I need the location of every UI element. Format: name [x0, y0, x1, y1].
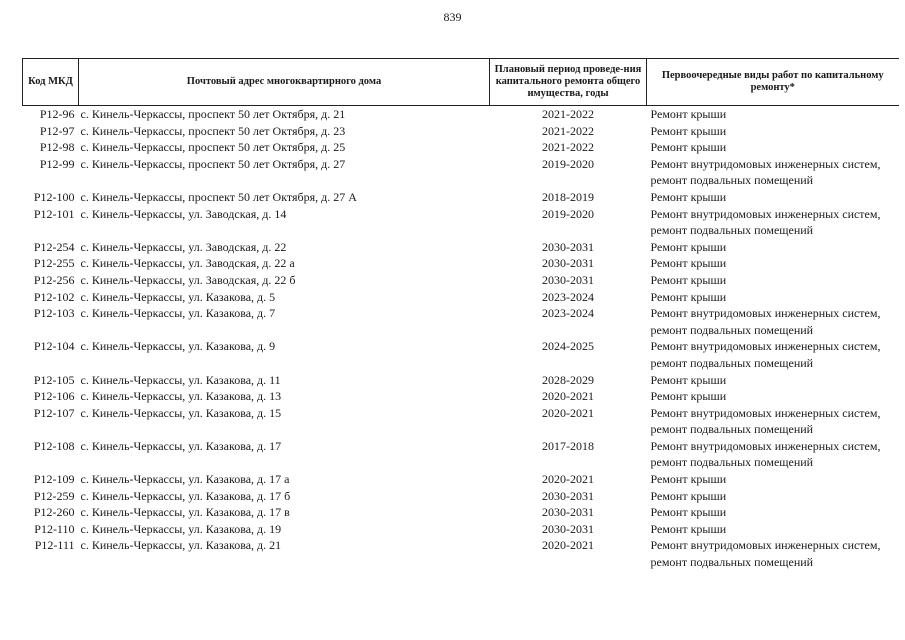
- cell-work: [647, 537, 899, 570]
- header-row: [23, 59, 899, 106]
- cell-address: с. Кинель-Черкассы, ул. Казакова, д. 9: [80, 339, 276, 354]
- header-address: Почтовый адрес многоквартирного дома: [79, 59, 490, 106]
- work-line: ремонт подвальных помещений: [650, 555, 814, 570]
- cell-address: с. Кинель-Черкассы, проспект 50 лет Октября, д. 27: [80, 156, 346, 171]
- cell-work: [647, 139, 899, 156]
- cell-work: [647, 521, 899, 538]
- cell-address: с. Кинель-Черкассы, ул. Заводская, д. 14: [80, 206, 287, 221]
- table-row: [23, 504, 899, 521]
- table-row: [23, 272, 899, 289]
- table-row: [23, 488, 899, 505]
- cell-code: P12-97: [39, 123, 75, 138]
- cell-period: 2019-2020: [542, 156, 594, 171]
- cell-code: P12-105: [33, 372, 75, 387]
- cell-code: P12-109: [33, 472, 75, 487]
- cell-code: P12-110: [34, 521, 75, 536]
- table-header: [23, 59, 899, 106]
- work-line: Ремонт внутридомовых инженерных систем,: [650, 206, 881, 221]
- work-line: ремонт подвальных помещений: [650, 355, 814, 370]
- table-row: [23, 372, 899, 389]
- work-line: Ремонт крыши: [650, 389, 727, 404]
- cell-code: P12-102: [33, 289, 75, 304]
- work-line: ремонт подвальных помещений: [650, 223, 814, 238]
- cell-period: 2020-2021: [542, 472, 594, 487]
- cell-work: [647, 189, 899, 206]
- work-line: Ремонт внутридомовых инженерных систем,: [650, 405, 881, 420]
- cell-address: с. Кинель-Черкассы, ул. Заводская, д. 22 б: [80, 272, 296, 287]
- cell-period: 2030-2031: [542, 488, 594, 503]
- work-line: Ремонт крыши: [650, 140, 727, 155]
- cell-address: с. Кинель-Черкассы, ул. Казакова, д. 5: [80, 289, 276, 304]
- work-line: Ремонт крыши: [650, 488, 727, 503]
- cell-code: P12-106: [33, 389, 75, 404]
- cell-address: с. Кинель-Черкассы, ул. Казакова, д. 15: [80, 405, 282, 420]
- cell-period: 2030-2031: [542, 272, 594, 287]
- work-line: Ремонт крыши: [650, 239, 727, 254]
- work-line: ремонт подвальных помещений: [650, 322, 814, 337]
- cell-period: 2020-2021: [542, 405, 594, 420]
- work-line: Ремонт крыши: [650, 256, 727, 271]
- table-row: [23, 255, 899, 272]
- cell-address: с. Кинель-Черкассы, ул. Казакова, д. 17 в: [80, 505, 290, 520]
- cell-work: [647, 289, 899, 306]
- table-row: [23, 139, 899, 156]
- work-line: Ремонт крыши: [650, 107, 727, 121]
- cell-code: P12-101: [33, 206, 75, 221]
- cell-work: [647, 255, 899, 272]
- work-line: Ремонт крыши: [650, 272, 727, 287]
- table-row: [23, 206, 899, 239]
- cell-code: P12-98: [39, 140, 75, 155]
- work-line: Ремонт крыши: [650, 505, 727, 520]
- cell-period: 2019-2020: [542, 206, 594, 221]
- cell-work: [647, 488, 899, 505]
- table-row: [23, 305, 899, 338]
- cell-work: [647, 388, 899, 405]
- table-row: [23, 521, 899, 538]
- work-line: Ремонт внутридомовых инженерных систем,: [650, 306, 881, 321]
- table-row: [23, 106, 899, 123]
- work-line: Ремонт крыши: [650, 123, 727, 138]
- cell-code: P12-259: [33, 488, 75, 503]
- capital-repair-table: [22, 58, 899, 571]
- cell-period: 2030-2031: [542, 521, 594, 536]
- cell-address: с. Кинель-Черкассы, ул. Казакова, д. 7: [80, 306, 276, 321]
- cell-work: [647, 338, 899, 371]
- cell-code: P12-260: [33, 505, 75, 520]
- cell-address: с. Кинель-Черкассы, проспект 50 лет Октября, д. 21: [80, 107, 346, 121]
- work-line: Ремонт крыши: [650, 372, 727, 387]
- work-line: ремонт подвальных помещений: [650, 455, 814, 470]
- table-row: [23, 123, 899, 140]
- cell-period: 2020-2021: [542, 538, 594, 553]
- cell-address: с. Кинель-Черкассы, ул. Казакова, д. 17 а: [80, 472, 290, 487]
- work-line: Ремонт внутридомовых инженерных систем,: [650, 156, 881, 171]
- cell-code: P12-255: [33, 256, 75, 271]
- cell-code: P12-103: [33, 306, 75, 321]
- cell-address: с. Кинель-Черкассы, ул. Казакова, д. 21: [80, 538, 282, 553]
- cell-address: с. Кинель-Черкассы, ул. Казакова, д. 19: [80, 521, 282, 536]
- cell-address: с. Кинель-Черкассы, ул. Казакова, д. 13: [80, 389, 282, 404]
- work-line: Ремонт внутридомовых инженерных систем,: [650, 438, 881, 453]
- table-row: [23, 471, 899, 488]
- work-line: Ремонт крыши: [650, 189, 727, 204]
- table-row: [23, 289, 899, 306]
- table-row: [23, 239, 899, 256]
- cell-work: [647, 405, 899, 438]
- cell-work: [647, 305, 899, 338]
- cell-code: P12-107: [33, 405, 75, 420]
- cell-work: [647, 156, 899, 189]
- cell-work: [647, 272, 899, 289]
- cell-period: 2017-2018: [542, 438, 594, 453]
- cell-code: P12-111: [34, 538, 75, 553]
- cell-period: 2030-2031: [542, 256, 594, 271]
- cell-work: [647, 438, 899, 471]
- cell-period: 2028-2029: [542, 372, 594, 387]
- cell-address: с. Кинель-Черкассы, ул. Казакова, д. 17: [80, 438, 282, 453]
- cell-work: [647, 504, 899, 521]
- cell-period: 2021-2022: [542, 123, 594, 138]
- cell-address: с. Кинель-Черкассы, ул. Казакова, д. 11: [80, 372, 281, 387]
- cell-code: P12-108: [33, 438, 75, 453]
- table-row: [23, 438, 899, 471]
- table-row: [23, 405, 899, 438]
- cell-address: с. Кинель-Черкассы, проспект 50 лет Октября, д. 25: [80, 140, 346, 155]
- work-line: ремонт подвальных помещений: [650, 422, 814, 437]
- table-row: [23, 537, 899, 570]
- cell-address: с. Кинель-Черкассы, ул. Заводская, д. 22 а: [80, 256, 295, 271]
- cell-work: [647, 123, 899, 140]
- cell-work: [647, 372, 899, 389]
- cell-period: 2024-2025: [542, 339, 594, 354]
- header-work: Первоочередные виды работ по капитальному ремонту*: [647, 59, 899, 106]
- cell-work: [647, 239, 899, 256]
- cell-address: с. Кинель-Черкассы, проспект 50 лет Октября, д. 23: [80, 123, 346, 138]
- cell-period: 2023-2024: [542, 289, 594, 304]
- table-row: [23, 189, 899, 206]
- cell-period: 2030-2031: [542, 239, 594, 254]
- table-row: [23, 388, 899, 405]
- cell-code: P12-104: [33, 339, 75, 354]
- table-body: [23, 106, 899, 571]
- cell-period: 2018-2019: [542, 189, 594, 204]
- work-line: Ремонт внутридомовых инженерных систем,: [650, 538, 881, 553]
- cell-period: 2020-2021: [542, 389, 594, 404]
- cell-period: 2023-2024: [542, 306, 594, 321]
- cell-period: 2021-2022: [542, 140, 594, 155]
- work-line: Ремонт крыши: [650, 521, 727, 536]
- page-number: 839: [443, 10, 462, 24]
- cell-work: [647, 471, 899, 488]
- cell-address: с. Кинель-Черкассы, ул. Казакова, д. 17 б: [80, 488, 291, 503]
- work-line: Ремонт крыши: [650, 472, 727, 487]
- table-row: [23, 156, 899, 189]
- work-line: Ремонт внутридомовых инженерных систем,: [650, 339, 881, 354]
- cell-address: с. Кинель-Черкассы, проспект 50 лет Октября, д. 27 А: [80, 189, 357, 204]
- header-code: Код МКД: [23, 59, 79, 106]
- cell-work: [647, 106, 899, 123]
- cell-code: P12-99: [39, 156, 75, 171]
- cell-address: с. Кинель-Черкассы, ул. Заводская, д. 22: [80, 239, 287, 254]
- cell-period: 2021-2022: [542, 107, 594, 121]
- table-row: [23, 338, 899, 371]
- cell-code: P12-256: [33, 272, 75, 287]
- cell-work: [647, 206, 899, 239]
- cell-code: P12-254: [33, 239, 75, 254]
- cell-period: 2030-2031: [542, 505, 594, 520]
- header-period: Плановый период проведе-ния капитального ремонта общего имущества, годы: [490, 59, 647, 106]
- work-line: ремонт подвальных помещений: [650, 173, 814, 188]
- cell-code: P12-100: [33, 189, 75, 204]
- cell-code: P12-96: [39, 107, 75, 121]
- work-line: Ремонт крыши: [650, 289, 727, 304]
